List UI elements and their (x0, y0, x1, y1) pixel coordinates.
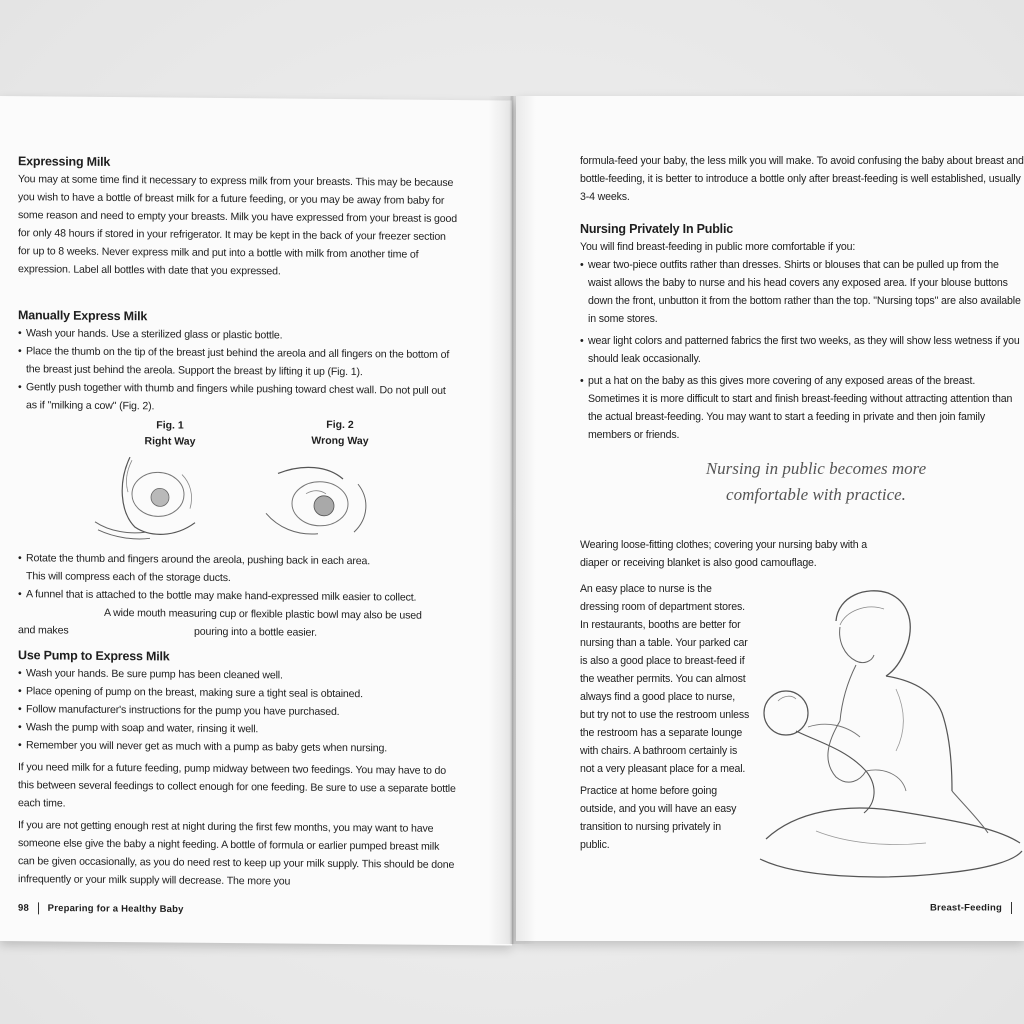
left-page (0, 96, 512, 945)
manual-section (18, 306, 458, 418)
funnel-line-3b: pouring into a bottle easier. (194, 625, 317, 639)
expressing-section (18, 152, 458, 282)
privately-list (580, 256, 1024, 444)
manual-heading: Manually Express Milk (18, 308, 148, 324)
figure-1-hand-breast-illustration (90, 452, 220, 543)
privately-section (580, 220, 1024, 444)
privately-intro: You will find breast-feeding in public more comfortable if you: (580, 241, 856, 253)
pump-paragraph-2: If you are not getting enough rest at night during the first few months, you may want to have someone else give the baby a night feeding. A bottle of formula or earlier pumped breast milk can be given occasionally, as you do need rest to keep up your milk supply. This should be done infrequently or your milk supply will decrease. The more you (18, 819, 455, 888)
pump-list (18, 664, 458, 758)
continued-paragraph: formula-feed your baby, the less milk you will make. To avoid confusing the baby about breast and bottle-feeding, it is better to introduce a bottle only after breast-feeding is well established, usually 3-4 weeks. (580, 155, 1024, 203)
privately-heading: Nursing Privately In Public (580, 222, 733, 236)
right-page (516, 96, 1024, 941)
list-item: • put a hat on the baby as this gives more covering of any exposed areas of the breast. Sometimes it is more difficult to start and finish breast-feeding without attracting attention than the actual breast-feeding. You may want to start a feeding in private and then join family members or friends. (580, 372, 1024, 444)
rotate-line-1: Rotate the thumb and fingers around the areola, pushing back in each area. (26, 552, 371, 568)
pump-paragraph-1: If you need milk for a future feeding, pump midway between two feedings. You may have to do this between several feedings to collect enough for one feeding. Be sure to use a separate bottle each time. (18, 761, 456, 810)
figure-2-hand-breast-illustration (258, 453, 388, 544)
figure-2-caption (290, 417, 390, 450)
fig2-caption: Wrong Way (311, 434, 369, 448)
left-footer (18, 902, 184, 915)
fig1-label: Fig. 1 (156, 419, 184, 432)
practice-paragraph: Practice at home before going outside, and you will have an easy transition to nursing privately in public. (580, 785, 737, 851)
funnel-line-1: A funnel that is attached to the bottle may make hand-expressed milk easier to collect. (26, 588, 417, 604)
funnel-line-2: A wide mouth measuring cup or flexible plastic bowl may also be used (104, 606, 422, 622)
camouflage-paragraph: Wearing loose-fitting clothes; covering your nursing baby with a diaper or receiving blanket is also good camouflage. (580, 539, 867, 569)
quote-line-2: comfortable with practice. (726, 485, 906, 504)
expressing-heading: Expressing Milk (18, 154, 111, 169)
camouflage-text (580, 536, 890, 572)
continued-text (580, 152, 1024, 206)
list-item: • Wash the pump with soap and water, rinsing it well. (18, 718, 458, 740)
list-item: • A funnel that is attached to the bottle may make hand-expressed milk easier to collect. A wide mouth measuring cup or flexible plastic bowl may also be used and makes pouring into a bottle easier. (18, 585, 458, 643)
list-item: • Place opening of pump on the breast, making sure a tight seal is obtained. (18, 682, 458, 704)
pump-heading: Use Pump to Express Milk (18, 648, 170, 664)
manual-list (18, 324, 458, 418)
right-footer (930, 902, 1018, 914)
page-number: 98 (18, 902, 29, 914)
expressing-body: You may at some time find it necessary to express milk from your breasts. This may be because you wish to have a bottle of breast milk for a future feeding, or you may be away from baby for some reason and need to empty your breasts. Milk you have expressed from your breast is good for only 48 hours if stored in your refrigerator. It may be kept in the back of your freezer section for up to 8 weeks. Never express milk and put into a bottle with milk from another time of expression. Label all bottles with date that you expressed. (18, 173, 458, 278)
footer-title: Preparing for a Healthy Baby (47, 902, 184, 916)
rotate-line-2: This will compress each of the storage ducts. (26, 570, 231, 585)
footer-section: Breast-Feeding (930, 902, 1002, 914)
list-item: • Place the thumb on the tip of the breast just behind the areola and all fingers on the bottom of the breast just behind the areola. Support the breast by lifting it up (Fig. 1). (18, 342, 458, 382)
pump-section (18, 646, 458, 892)
list-item: • Wash your hands. Use a sterilized glass or plastic bottle. (18, 324, 458, 346)
list-item: • Gently push together with thumb and fingers while pushing toward chest wall. Do not pull out as if "milking a cow" (Fig. 2). (18, 378, 458, 418)
after-figures (18, 549, 458, 643)
pull-quote (666, 456, 966, 508)
fig2-label: Fig. 2 (326, 418, 354, 432)
mother-nursing-baby-illustration (756, 581, 1024, 881)
list-item: • Follow manufacturer's instructions for the pump you have purchased. (18, 700, 458, 722)
list-item: • Remember you will never get as much with a pump as baby gets when nursing. (18, 736, 458, 758)
list-item: • wear light colors and patterned fabrics the first two weeks, as they will show less wetness if you should leak occasionally. (580, 332, 1024, 368)
figure-1-caption (120, 417, 220, 450)
easy-place-text (580, 580, 750, 854)
fig1-caption: Right Way (144, 435, 196, 448)
quote-line-1: Nursing in public becomes more (705, 459, 927, 478)
list-item: • Rotate the thumb and fingers around the areola, pushing back in each area. This will compress each of the storage ducts. (18, 549, 458, 589)
funnel-line-3a: and makes (18, 624, 69, 637)
list-item: • Wash your hands. Be sure pump has been cleaned well. (18, 664, 458, 686)
list-item: • wear two-piece outfits rather than dresses. Shirts or blouses that can be pulled up from the waist allows the baby to nurse and his head covers any exposed area. If your blouse buttons down the front, unbutton it from the bottom rather than the top. "Nursing tops" are also available in some stores. (580, 256, 1024, 328)
easy-place-paragraph: An easy place to nurse is the dressing room of department stores. In restaurants, booths are better for nursing than a table. Your parked car is also a good place to breast-feed if the weather permits. You can almost always find a good place to nurse, but try not to use the restroom unless the restroom has a separate lounge with chairs. A bathroom certainly is not a very pleasant place for a meal. (580, 583, 750, 775)
